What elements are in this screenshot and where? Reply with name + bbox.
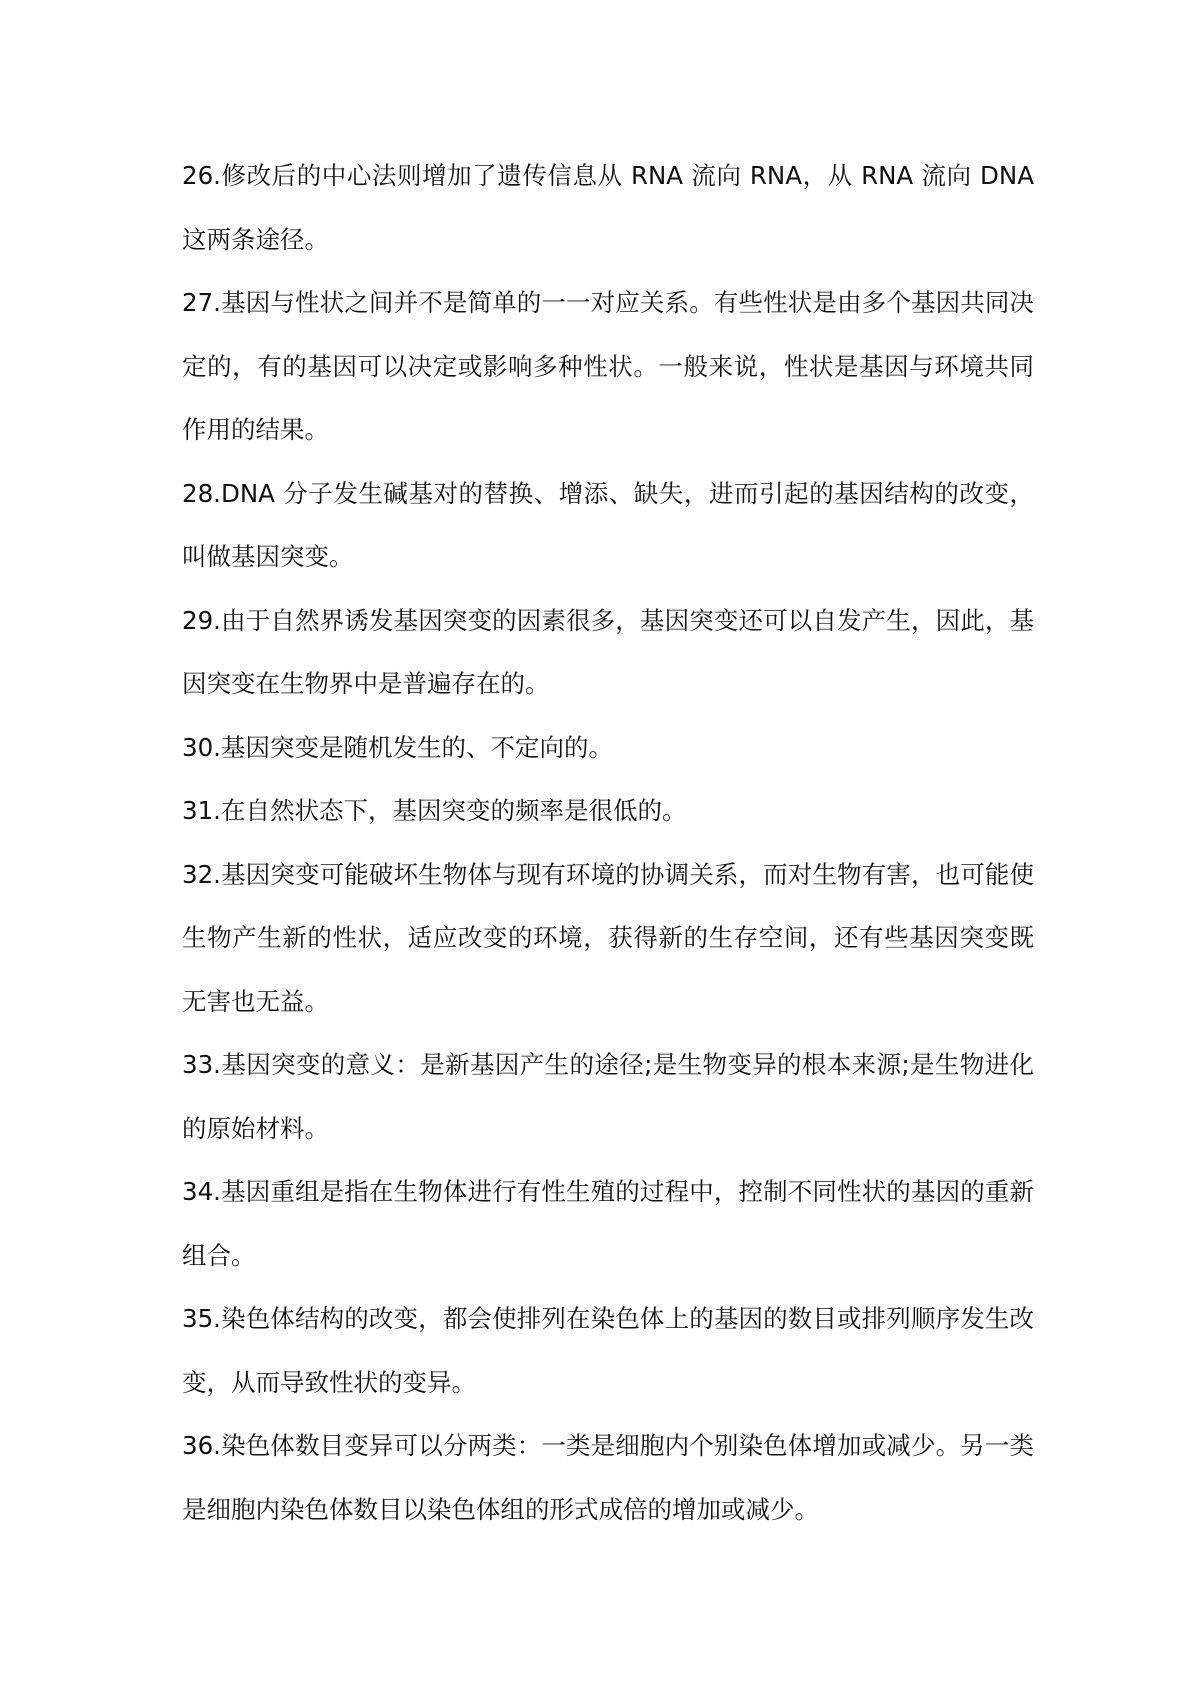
paragraph-33: 33.基因突变的意义：是新基因产生的途径;是生物变异的根本来源;是生物进化的原始材料。 xyxy=(182,1050,1034,1143)
paragraph-32: 32.基因突变可能破坏生物体与现有环境的协调关系，而对生物有害，也可能使生物产生新的性状，适应改变的环境，获得新的生存空间，还有些基因突变既无害也无益。 xyxy=(182,859,1034,1016)
paragraph-29: 29.由于自然界诱发基因突变的因素很多，基因突变还可以自发产生，因此，基因突变在生物界中是普遍存在的。 xyxy=(182,605,1034,698)
paragraph-36: 36.染色体数目变异可以分两类：一类是细胞内个别染色体增加或减少。另一类是细胞内染色体数目以染色体组的形式成倍的增加或减少。 xyxy=(182,1431,1034,1524)
paragraph-26: 26.修改后的中心法则增加了遗传信息从 RNA 流向 RNA，从 RNA 流向 DNA 这两条途径。 xyxy=(182,161,1034,254)
paragraph-35: 35.染色体结构的改变，都会使排列在染色体上的基因的数目或排列顺序发生改变，从而导致性状的变异。 xyxy=(182,1304,1034,1397)
paragraph-28: 28.DNA 分子发生碱基对的替换、增添、缺失，进而引起的基因结构的改变，叫做基因突变。 xyxy=(182,478,1034,571)
paragraph-27: 27.基因与性状之间并不是简单的一一对应关系。有些性状是由多个基因共同决定的，有的基因可以决定或影响多种性状。一般来说，性状是基因与环境共同作用的结果。 xyxy=(182,288,1034,444)
document-body xyxy=(182,144,1034,1541)
paragraph-34: 34.基因重组是指在生物体进行有性生殖的过程中，控制不同性状的基因的重新组合。 xyxy=(182,1177,1034,1270)
paragraph-31: 31.在自然状态下，基因突变的频率是很低的。 xyxy=(182,796,687,825)
paragraph-30: 30.基因突变是随机发生的、不定向的。 xyxy=(182,732,613,762)
